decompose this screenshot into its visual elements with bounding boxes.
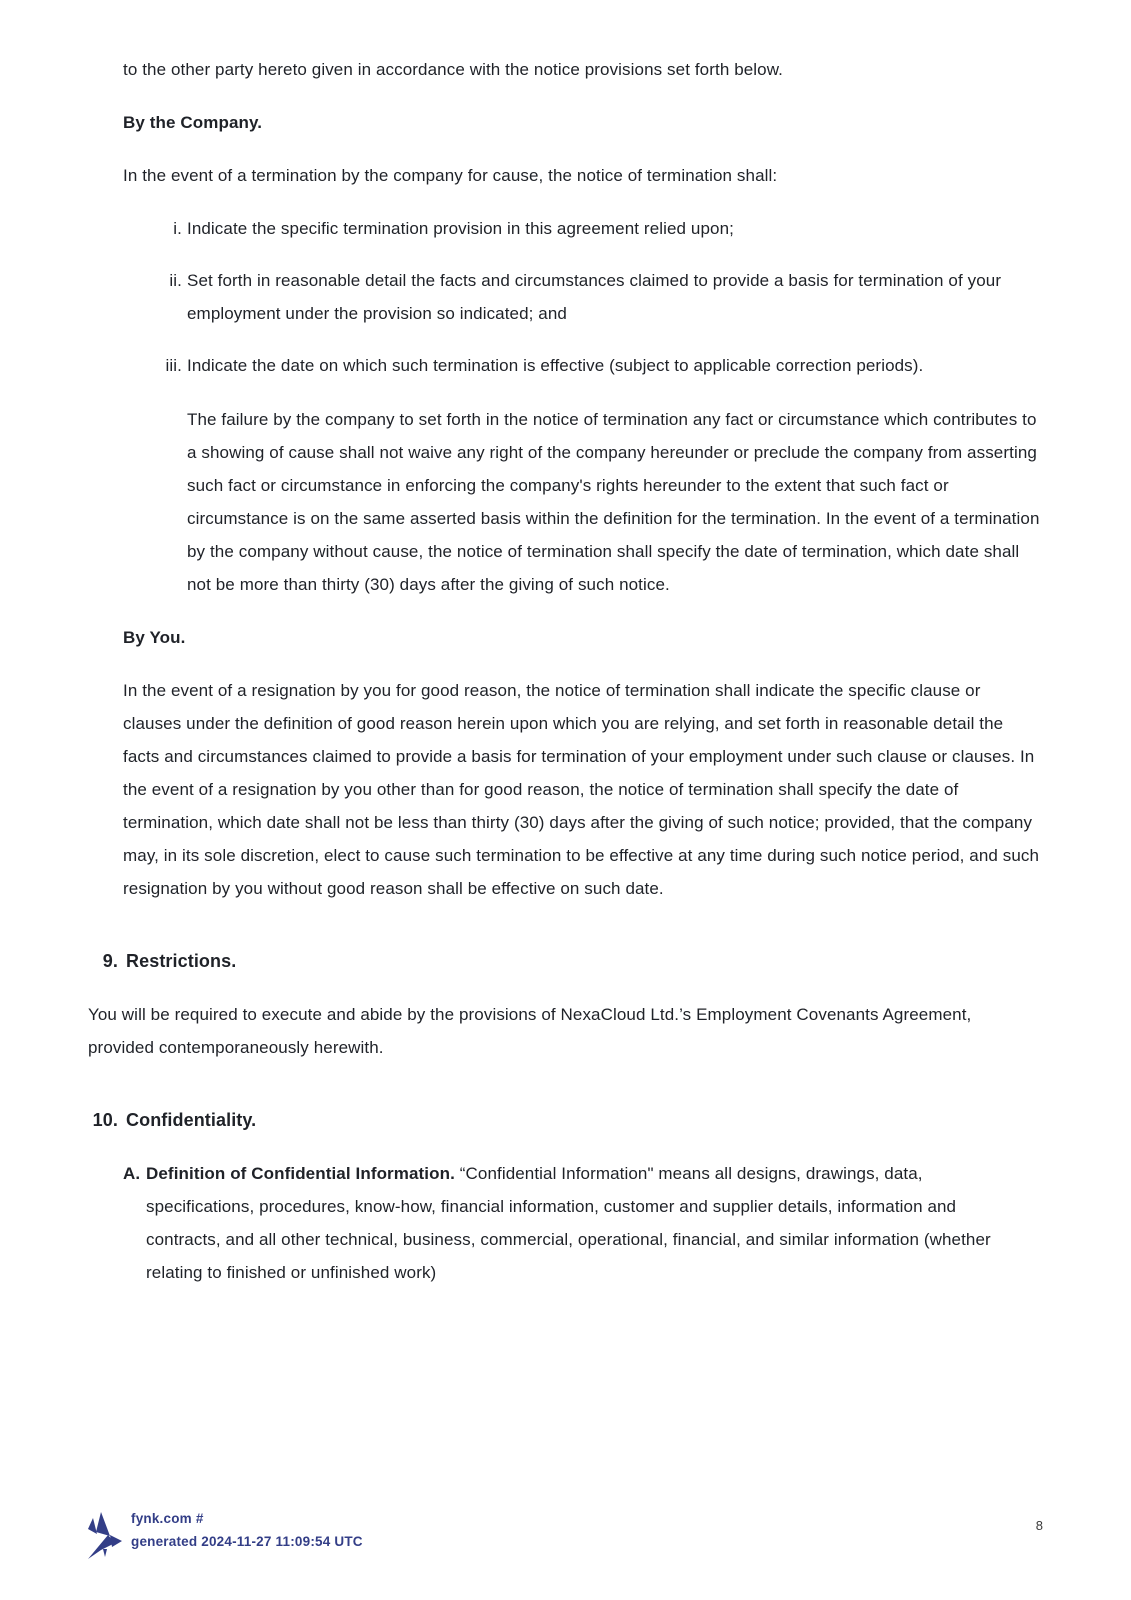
page-number: 8 xyxy=(1035,1518,1043,1533)
list-marker: iii. xyxy=(165,356,182,375)
list-item-definition-of-confidential-information xyxy=(123,1157,1043,1289)
list-item xyxy=(123,212,1043,245)
footer-text xyxy=(131,1504,363,1553)
paragraph-resignation-notice: In the event of a resignation by you for good reason, the notice of termination shall indicate the specific clause or clauses under the definition of good reason herein upon which you are relying, and set forth in reasonable detail the facts and circumstances claimed to provide a basis for termination of your employment under such clause or clauses. In the event of a resignation by you other than for good reason, the notice of termination shall specify the date of termination, which date shall not be less than thirty (30) days after the giving of such notice; provided, that the company may, in its sole discretion, elect to cause such termination to be effective at any time during such notice period, and such resignation by you without good reason shall be effective on such date. xyxy=(123,681,1040,898)
list-item xyxy=(123,349,1043,382)
list-item-text: Set forth in reasonable detail the facts and circumstances claimed to provide a basis for termination of your employment under the provision so indicated; and xyxy=(187,271,1002,323)
list-item xyxy=(123,264,1043,330)
definition-text: “Confidential Information" means all designs, drawings, data, specifications, procedures, know-how, financial information, customer and supplier details, information and contracts, and all other technical, business, commercial, operational, financial, and similar information (whether relating to finished or unfinished work) xyxy=(146,1164,991,1282)
paragraph-notice-continuation: to the other party hereto given in accordance with the notice provisions set forth below. xyxy=(123,60,783,79)
section-title: Confidentiality. xyxy=(126,1110,257,1130)
list-item-text: Indicate the date on which such termination is effective (subject to applicable correction periods). xyxy=(187,356,924,375)
fynk-origami-bird-logo xyxy=(88,1509,122,1561)
footer-generated-line: generated 2024-11-27 11:09:54 UTC xyxy=(131,1534,363,1549)
heading-restrictions xyxy=(88,945,1043,978)
paragraph-termination-for-cause-lead: In the event of a termination by the company for cause, the notice of termination shall: xyxy=(123,166,778,185)
list-marker: ii. xyxy=(169,271,182,290)
list-marker: i. xyxy=(173,219,182,238)
paragraph-failure-of-notice: The failure by the company to set forth in the notice of termination any fact or circumstance which contributes to a showing of cause shall not waive any right of the company hereunder or preclude the company from asserting such fact or circumstance in enforcing the company's rights hereunder to the extent that such fact or circumstance is on the same asserted basis within the definition for the termination. In the event of a termination by the company without cause, the notice of termination shall specify the date of termination, which date shall not be more than thirty (30) days after the giving of such notice. xyxy=(187,410,1040,594)
footer-brand-line: fynk.com # xyxy=(131,1511,204,1526)
list-item-text: Indicate the specific termination provision in this agreement relied upon; xyxy=(187,219,734,238)
section-number: 9. xyxy=(102,951,118,971)
section-title: Restrictions. xyxy=(126,951,237,971)
termination-notice-list xyxy=(123,212,1043,382)
list-item-text xyxy=(146,1157,1014,1289)
page-footer xyxy=(88,1504,1043,1561)
footer-brand-block xyxy=(88,1504,363,1561)
definition-term: Definition of Confidential Information. xyxy=(146,1164,455,1183)
paragraph-restrictions: You will be required to execute and abide by the provisions of NexaCloud Ltd.’s Employment Covenants Agreement, provided contemporaneously herewith. xyxy=(88,1005,972,1057)
document-body xyxy=(88,53,1043,1289)
list-marker: A. xyxy=(123,1164,141,1183)
heading-confidentiality xyxy=(88,1104,1043,1137)
heading-by-you: By You. xyxy=(123,628,186,647)
heading-by-the-company: By the Company. xyxy=(123,113,263,132)
section-number: 10. xyxy=(92,1110,118,1130)
